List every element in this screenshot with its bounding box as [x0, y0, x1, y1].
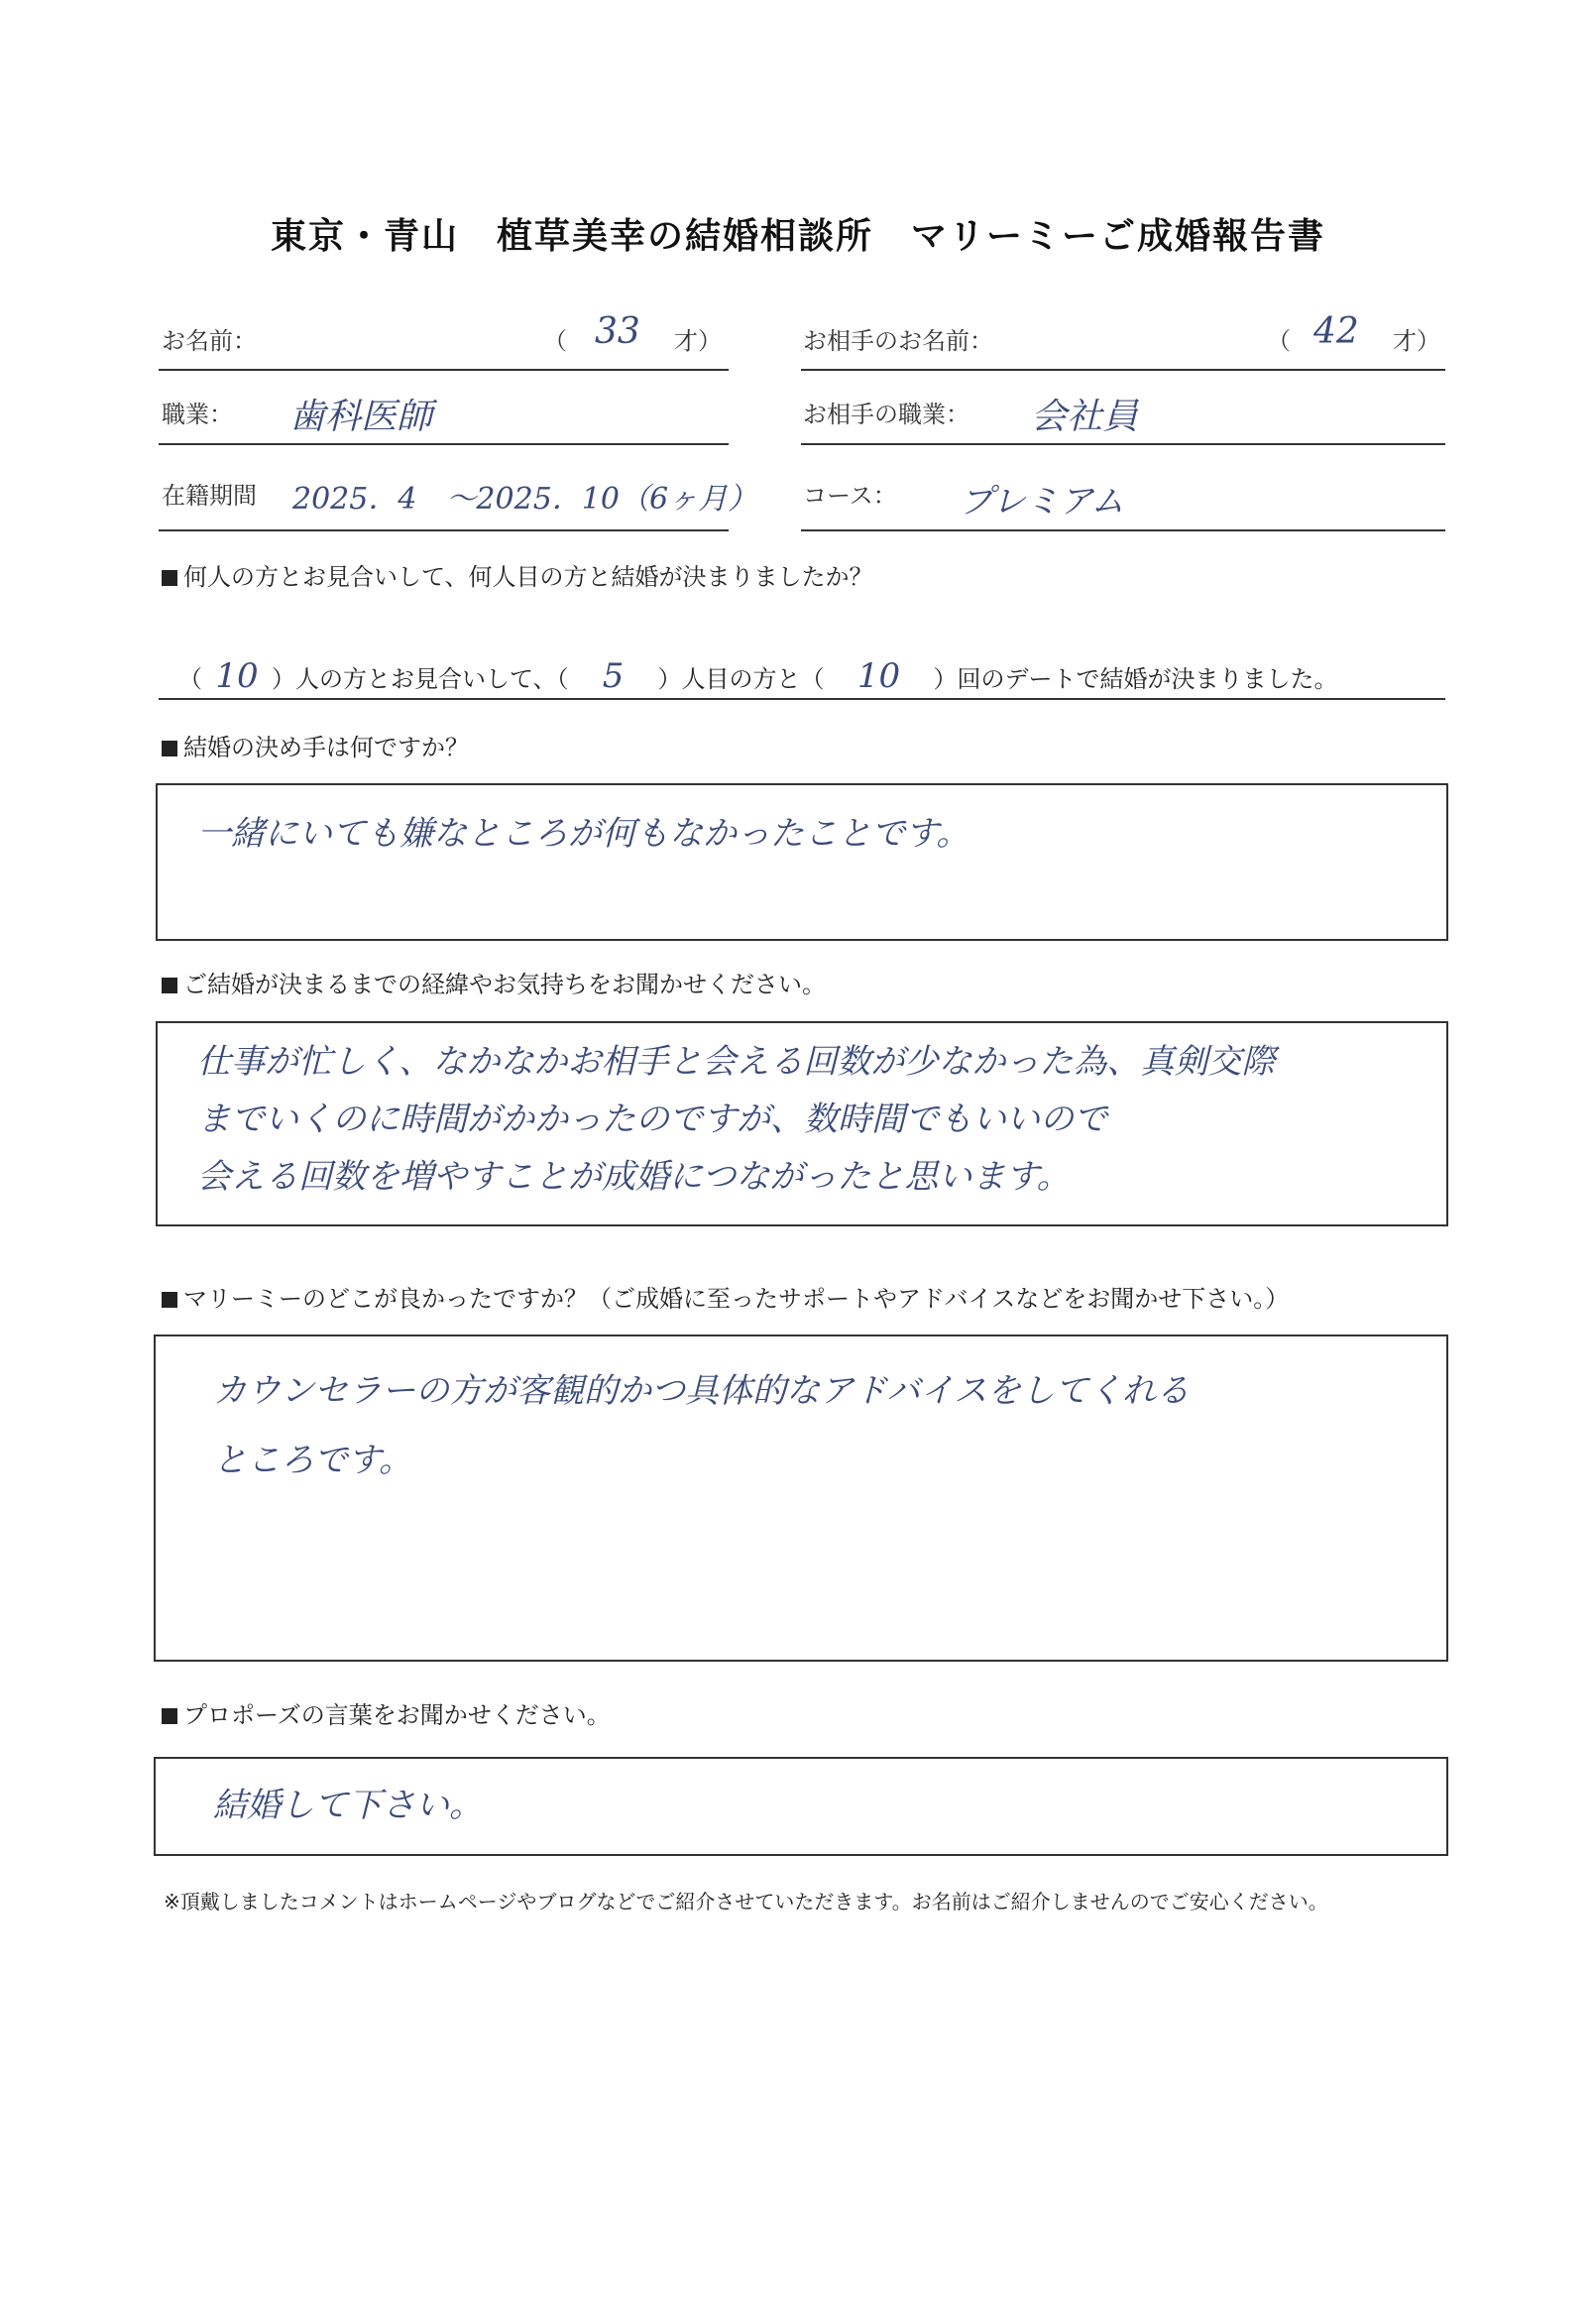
count-met-value: 10 — [215, 656, 259, 696]
q5-answer: 結婚して下さい。 — [213, 1786, 483, 1825]
q2-answer: 一緒にいても嫌なところが何もなかったことです。 — [197, 814, 970, 854]
q3-answer-line: までいくのに時間がかかったのですが、数時間でもいいので — [197, 1100, 1107, 1139]
course-value: プレミアム — [960, 482, 1125, 522]
age-value: 33 — [595, 311, 640, 352]
q4-answer — [213, 1356, 1190, 1495]
footer-note: ※頂戴しましたコメントはホームページやブログなどでご紹介させていただきます。お名前はご紹介しませんのでご安心ください。 — [164, 1890, 1328, 1913]
bullet-square-icon — [162, 570, 177, 586]
occupation-label: 職業： — [162, 401, 233, 428]
q3-answer-line: 仕事が忙しく、なかなかお相手と会える回数が少なかった為、真剣交際 — [197, 1042, 1276, 1082]
bullet-square-icon — [162, 978, 177, 993]
q4-answer-line: カウンセラーの方が客観的かつ具体的なアドバイスをしてくれる — [213, 1371, 1190, 1411]
q3-answer-line: 会える回数を増やすことが成婚につながったと思います。 — [197, 1157, 1071, 1197]
partner-age-suffix: 才） — [1393, 327, 1440, 355]
nth-value: 5 — [602, 656, 625, 696]
q4-answer-line: ところです。 — [213, 1441, 412, 1480]
q3-answer-box — [156, 1021, 1448, 1226]
name-label: お名前： — [162, 327, 257, 355]
partner-age-value: 42 — [1313, 311, 1359, 352]
partner-occupation-label: お相手の職業： — [803, 401, 969, 428]
partner-age-open-paren: （ — [1267, 327, 1291, 355]
q4-answer-box — [154, 1334, 1448, 1662]
bullet-square-icon — [162, 1292, 177, 1308]
q5-question: プロポーズの言葉をお聞かせください。 — [162, 1695, 611, 1730]
course-label: コース： — [803, 482, 897, 510]
occupation-value: 歯科医師 — [289, 397, 433, 437]
q2-answer-box — [156, 783, 1448, 941]
age-open-paren: （ — [543, 327, 567, 355]
q3-question: ご結婚が決まるまでの経緯やお気持ちをお聞かせください。 — [162, 965, 826, 999]
q1-answer: （ 10 ）人の方とお見合いして、（ 5 ）人目の方と（ 10 ）回のデートで結婚が決まりました。 — [178, 656, 1338, 696]
q4-question: マリーミーのどこが良かったですか？（ご成婚に至ったサポートやアドバイスなどをお聞かせ下さい。） — [162, 1279, 1289, 1314]
bullet-square-icon — [162, 741, 177, 756]
period-value: 2025．4 ～2025．10（6ヶ月） — [292, 482, 758, 517]
period-label: 在籍期間 — [162, 482, 257, 510]
partner-occupation-value: 会社員 — [1031, 397, 1139, 437]
occupation-field — [159, 392, 729, 445]
q2-question: 結婚の決め手は何ですか？ — [162, 728, 469, 762]
dates-value: 10 — [856, 656, 901, 696]
q3-answer — [197, 1033, 1275, 1206]
q1-question: 何人の方とお見合いして、何人目の方と結婚が決まりましたか？ — [162, 557, 873, 592]
q5-answer-box — [154, 1757, 1448, 1856]
bullet-square-icon — [162, 1708, 177, 1724]
page-title: 東京・青山 植草美幸の結婚相談所 マリーミーご成婚報告書 — [270, 216, 1325, 257]
age-suffix: 才） — [674, 327, 722, 355]
partner-name-label: お相手のお名前： — [803, 327, 993, 355]
